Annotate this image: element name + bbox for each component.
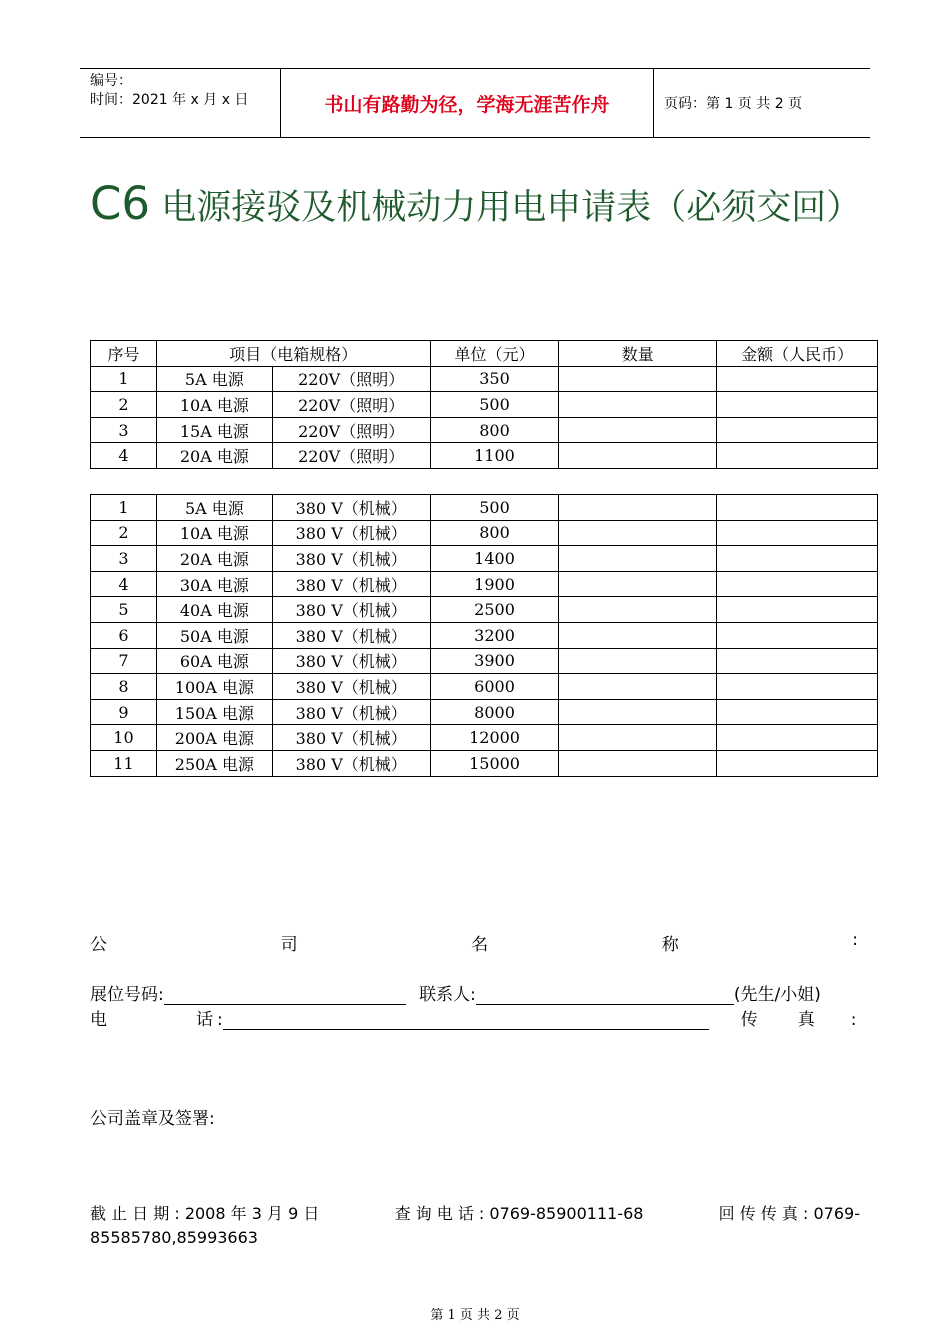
booth-input-line[interactable] (164, 986, 406, 1005)
header-motto: 书山有路勤为径，学海无涯苦作舟 (281, 69, 654, 137)
fax-char: 真 (797, 1010, 815, 1030)
table-row (91, 392, 878, 418)
row-quantity-cell[interactable] (559, 725, 717, 751)
row-unit-price: 6000 (430, 674, 559, 700)
table-row (91, 520, 878, 546)
row-voltage: 220V（照明） (272, 366, 430, 392)
table-row (91, 622, 878, 648)
table-row (91, 648, 878, 674)
row-index: 1 (91, 366, 157, 392)
row-amount-cell[interactable] (717, 417, 878, 443)
time-label: 时间：2021 年 x 月 x 日 (90, 92, 249, 108)
contact-input-line[interactable] (476, 986, 734, 1005)
row-amount-cell[interactable] (717, 443, 878, 469)
row-voltage: 380 V（机械） (272, 622, 430, 648)
phone-fax-line (90, 1005, 858, 1030)
row-unit-price: 500 (430, 495, 559, 521)
row-current: 5A 电源 (156, 495, 272, 521)
header-quantity: 数量 (559, 341, 717, 367)
row-index: 7 (91, 648, 157, 674)
lighting-rows (91, 366, 878, 468)
header-meta (80, 69, 281, 137)
row-current: 150A 电源 (156, 699, 272, 725)
row-current: 50A 电源 (156, 622, 272, 648)
row-unit-price: 8000 (430, 699, 559, 725)
row-voltage: 380 V（机械） (272, 495, 430, 521)
row-quantity-cell[interactable] (559, 674, 717, 700)
fax-numbers-text: 85585780,85993663 (90, 1228, 258, 1247)
row-unit-price: 2500 (430, 597, 559, 623)
row-voltage: 380 V（机械） (272, 674, 430, 700)
row-current: 15A 电源 (156, 417, 272, 443)
header-page-info: 页码：第 1 页 共 2 页 (664, 96, 803, 112)
row-unit-price: 1100 (430, 443, 559, 469)
row-quantity-cell[interactable] (559, 648, 717, 674)
row-index: 2 (91, 520, 157, 546)
row-current: 250A 电源 (156, 750, 272, 776)
title-suffix: (先生/小姐) (733, 985, 821, 1005)
table-row (91, 366, 878, 392)
row-index: 3 (91, 546, 157, 572)
table-row (91, 546, 878, 572)
row-amount-cell[interactable] (717, 520, 878, 546)
table-row (91, 495, 878, 521)
table-row (91, 417, 878, 443)
mechanical-rows (91, 495, 878, 777)
company-char: 名 (471, 935, 489, 955)
row-unit-price: 800 (430, 417, 559, 443)
row-amount-cell[interactable] (717, 597, 878, 623)
phone-input-line[interactable] (223, 1011, 709, 1030)
phone-char: : (217, 1010, 223, 1030)
table-row (91, 725, 878, 751)
row-voltage: 380 V（机械） (272, 597, 430, 623)
fax-char: : (850, 1010, 857, 1030)
row-unit-price: 800 (430, 520, 559, 546)
row-amount-cell[interactable] (717, 674, 878, 700)
table-row (91, 699, 878, 725)
row-quantity-cell[interactable] (559, 520, 717, 546)
row-current: 200A 电源 (156, 725, 272, 751)
serial-label: 编号： (90, 73, 132, 89)
row-index: 9 (91, 699, 157, 725)
row-unit-price: 3200 (430, 622, 559, 648)
row-amount-cell[interactable] (717, 725, 878, 751)
row-current: 10A 电源 (156, 520, 272, 546)
row-voltage: 380 V（机械） (272, 648, 430, 674)
table-header-row (91, 341, 878, 367)
row-current: 60A 电源 (156, 648, 272, 674)
header-index: 序号 (91, 341, 157, 367)
deadline-text: 截 止 日 期 : 2008 年 3 月 9 日 (90, 1204, 320, 1223)
row-voltage: 380 V（机械） (272, 546, 430, 572)
row-index: 10 (91, 725, 157, 751)
document-title (90, 176, 870, 236)
row-index: 11 (91, 750, 157, 776)
page-footer: 第 1 页 共 2 页 (430, 1308, 520, 1323)
page-header (80, 68, 870, 138)
mechanical-power-table (90, 494, 878, 777)
fax-char: 传 (740, 1010, 758, 1030)
row-index: 5 (91, 597, 157, 623)
row-amount-cell[interactable] (717, 571, 878, 597)
row-voltage: 220V（照明） (272, 417, 430, 443)
phone-char: 话 (196, 1010, 213, 1030)
row-amount-cell[interactable] (717, 648, 878, 674)
row-quantity-cell[interactable] (559, 699, 717, 725)
inquiry-phone-text: 查 询 电 话 : 0769-85900111-68 (394, 1204, 644, 1223)
phone-char: 电 (90, 1010, 107, 1030)
company-char: 公 (90, 935, 107, 955)
table-row (91, 674, 878, 700)
company-name-line (90, 930, 858, 955)
row-amount-cell[interactable] (717, 392, 878, 418)
contact-label: 联系人: (419, 985, 476, 1005)
row-index: 6 (91, 622, 157, 648)
table-row (91, 443, 878, 469)
row-voltage: 220V（照明） (272, 443, 430, 469)
table-row (91, 750, 878, 776)
row-unit-price: 3900 (430, 648, 559, 674)
header-unit-price: 单位（元） (430, 341, 559, 367)
row-voltage: 380 V（机械） (272, 725, 430, 751)
booth-contact-line (90, 980, 858, 1005)
row-current: 30A 电源 (156, 571, 272, 597)
row-index: 8 (91, 674, 157, 700)
row-quantity-cell[interactable] (559, 392, 717, 418)
row-current: 20A 电源 (156, 546, 272, 572)
row-quantity-cell[interactable] (559, 622, 717, 648)
company-char: 称 (661, 935, 679, 955)
row-quantity-cell[interactable] (559, 417, 717, 443)
row-amount-cell[interactable] (717, 495, 878, 521)
company-char: : (852, 930, 858, 950)
row-unit-price: 350 (430, 366, 559, 392)
lighting-power-table (90, 340, 878, 469)
row-unit-price: 12000 (430, 725, 559, 751)
row-quantity-cell[interactable] (559, 571, 717, 597)
table-row (91, 571, 878, 597)
row-quantity-cell[interactable] (559, 443, 717, 469)
row-unit-price: 15000 (430, 750, 559, 776)
row-voltage: 220V（照明） (272, 392, 430, 418)
row-unit-price: 1900 (430, 571, 559, 597)
title-text: 电源接驳及机械动力用电申请表（必须交回） (150, 188, 862, 228)
row-current: 20A 电源 (156, 443, 272, 469)
row-amount-cell[interactable] (717, 750, 878, 776)
row-current: 10A 电源 (156, 392, 272, 418)
row-quantity-cell[interactable] (559, 750, 717, 776)
row-amount-cell[interactable] (717, 699, 878, 725)
row-index: 4 (91, 443, 157, 469)
contact-info-block (90, 1202, 860, 1250)
row-amount-cell[interactable] (717, 546, 878, 572)
row-quantity-cell[interactable] (559, 366, 717, 392)
row-unit-price: 500 (430, 392, 559, 418)
row-current: 40A 电源 (156, 597, 272, 623)
row-quantity-cell[interactable] (559, 597, 717, 623)
row-unit-price: 1400 (430, 546, 559, 572)
header-amount: 金额（人民币） (717, 341, 878, 367)
row-amount-cell[interactable] (717, 622, 878, 648)
row-voltage: 380 V（机械） (272, 571, 430, 597)
booth-label: 展位号码: (90, 985, 164, 1005)
row-index: 3 (91, 417, 157, 443)
title-code: C6 (90, 177, 151, 230)
row-current: 5A 电源 (156, 366, 272, 392)
row-amount-cell[interactable] (717, 366, 878, 392)
return-fax-text: 回 传 传 真 : 0769- (718, 1204, 860, 1223)
table-row (91, 597, 878, 623)
row-current: 100A 电源 (156, 674, 272, 700)
stamp-signature: 公司盖章及签署: (90, 1109, 215, 1129)
row-index: 1 (91, 495, 157, 521)
row-voltage: 380 V（机械） (272, 520, 430, 546)
row-quantity-cell[interactable] (559, 495, 717, 521)
row-index: 4 (91, 571, 157, 597)
row-voltage: 380 V（机械） (272, 750, 430, 776)
row-index: 2 (91, 392, 157, 418)
row-quantity-cell[interactable] (559, 546, 717, 572)
row-voltage: 380 V（机械） (272, 699, 430, 725)
header-item: 项目（电箱规格） (156, 341, 430, 367)
company-char: 司 (280, 935, 298, 955)
